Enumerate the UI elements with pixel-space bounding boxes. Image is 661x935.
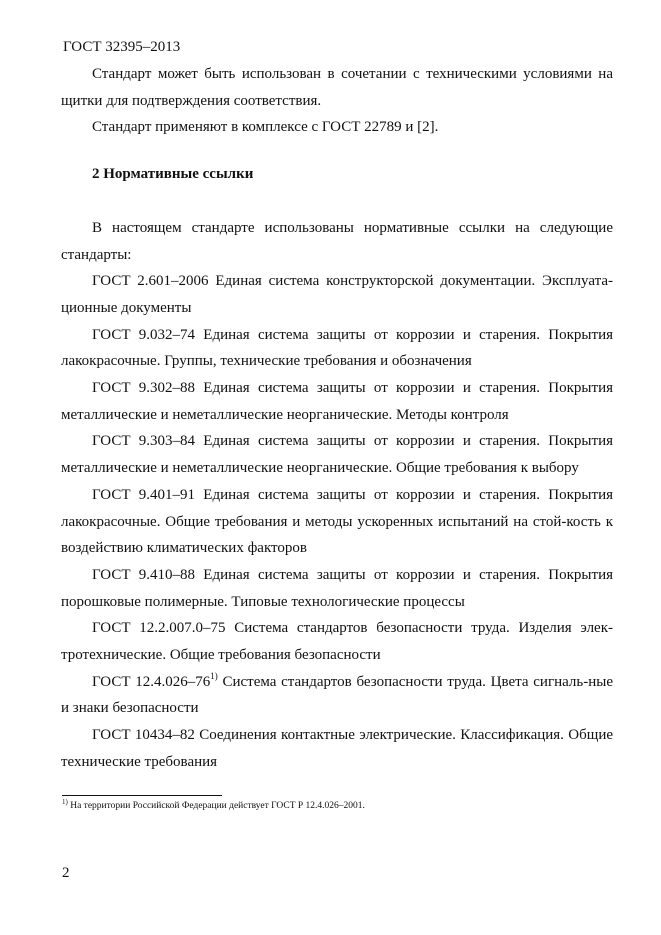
reference-item: ГОСТ 9.032–74 Единая система защиты от коррозии и старения. Покрытия лакокрасочные. Группы, технические требования и обозначения <box>61 326 613 370</box>
intro-paragraph: Стандарт может быть использован в сочетании с техническими условиями на щитки для подтверждения соответствия. <box>61 66 613 109</box>
reference-code: ГОСТ 12.4.026–76 <box>92 673 211 690</box>
page-number: 2 <box>62 865 70 881</box>
section-lead: В настоящем стандарте использованы нормативные ссылки на следующие стандарты: <box>61 219 613 263</box>
footnote-separator <box>62 795 222 796</box>
page-body <box>61 61 613 776</box>
reference-item: ГОСТ 9.401–91 Единая система защиты от коррозии и старения. Покрытия лакокрасочные. Общие требования и методы ускоренных испытаний на стой-кость к воздействию климатических факторов <box>61 486 613 557</box>
footnote-mark: 1) <box>62 798 68 806</box>
reference-item: ГОСТ 9.303–84 Единая система защиты от коррозии и старения. Покрытия металлические и неметаллические неорганические. Общие требования к выбору <box>61 433 613 477</box>
reference-item: ГОСТ 9.302–88 Единая система защиты от коррозии и старения. Покрытия металлические и неметаллические неорганические. Методы контроля <box>61 380 613 423</box>
reference-item: ГОСТ 2.601–2006 Единая система конструкторской документации. Эксплуата-ционные документы <box>61 273 613 316</box>
footnote-text: На территории Российской Федерации действует ГОСТ Р 12.4.026–2001. <box>67 801 365 811</box>
intro-paragraph: Стандарт применяют в комплексе с ГОСТ 22789 и [2]. <box>92 119 439 136</box>
footnote <box>62 800 365 813</box>
reference-item: ГОСТ 9.410–88 Единая система защиты от коррозии и старения. Покрытия порошковые полимерные. Типовые технологические процессы <box>61 566 613 610</box>
reference-item: ГОСТ 12.2.007.0–75 Система стандартов безопасности труда. Изделия элек-тротехнические. Общие требования безопасности <box>61 620 613 664</box>
section-heading: 2 Нормативные ссылки <box>92 166 254 183</box>
reference-item: ГОСТ 10434–82 Соединения контактные электрические. Классификация. Общие технические требования <box>61 727 613 770</box>
reference-item-with-footnote <box>61 669 613 722</box>
running-header: ГОСТ 32395–2013 <box>63 39 181 55</box>
reference-title: Система стандартов безопасности труда. Цвета сигналь-ные и знаки безопасности <box>61 673 613 717</box>
footnote-marker[interactable]: 1) <box>210 670 218 681</box>
